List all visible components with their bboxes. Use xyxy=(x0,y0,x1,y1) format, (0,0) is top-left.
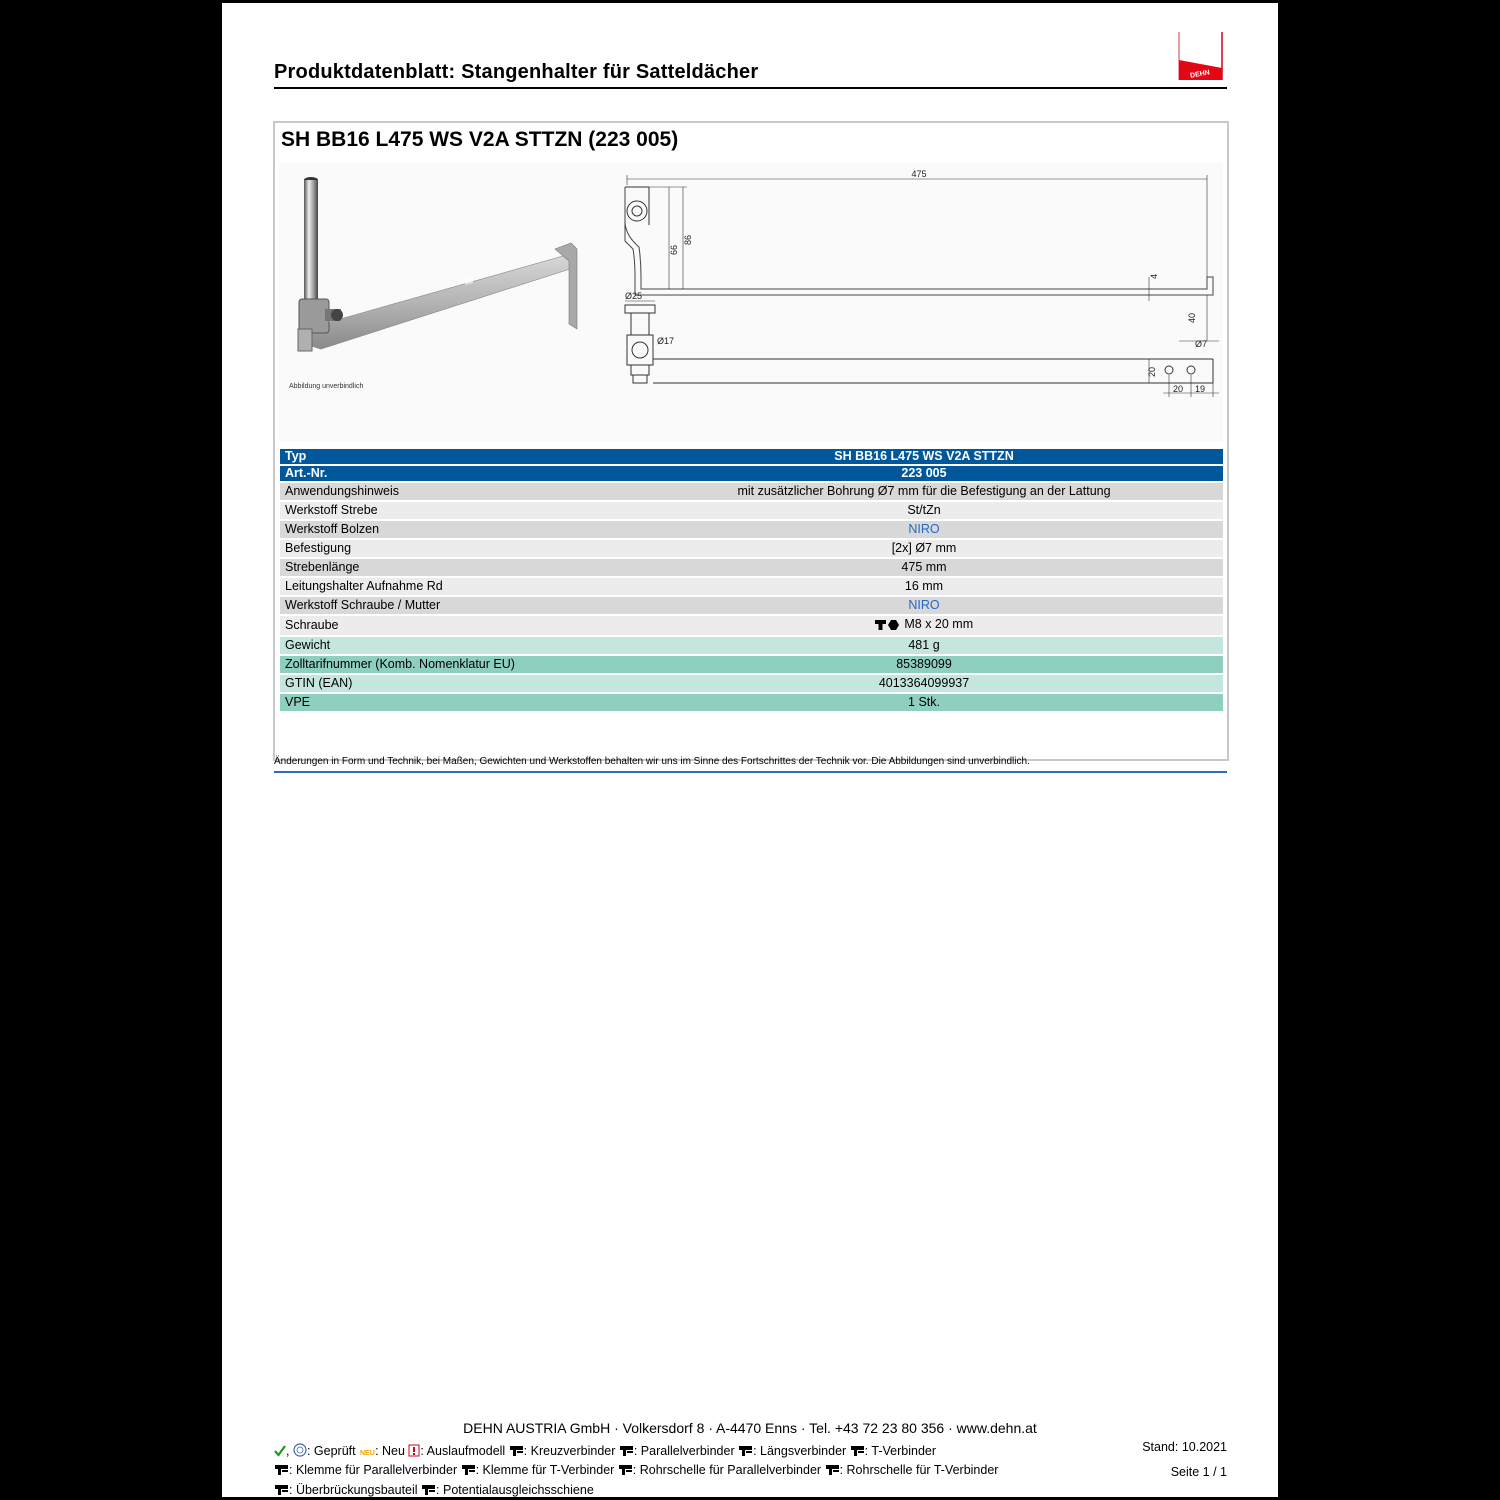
tested-seal-icon xyxy=(293,1443,307,1460)
t-connector-icon xyxy=(850,1444,865,1460)
svg-text:20: 20 xyxy=(1147,366,1157,377)
row-label: Werkstoff Schraube / Mutter xyxy=(280,597,625,614)
parallel-connector-icon xyxy=(619,1444,634,1460)
legend-label: : Klemme für Parallelverbinder xyxy=(289,1463,461,1477)
legend-label: , xyxy=(286,1444,293,1458)
bridging-component-icon xyxy=(274,1483,289,1497)
row-value-text: 4013364099937 xyxy=(878,676,970,690)
footer-stand: Stand: 10.2021 xyxy=(1142,1440,1227,1454)
row-label: Befestigung xyxy=(280,540,625,557)
table-row xyxy=(280,675,1223,692)
row-value xyxy=(625,694,1223,711)
row-value xyxy=(625,578,1223,595)
product-photo xyxy=(285,169,585,381)
product-heading: SH BB16 L475 WS V2A STTZN (223 005) xyxy=(281,128,679,151)
table-header-label: Art.-Nr. xyxy=(280,466,625,481)
disclaimer-rule xyxy=(274,771,1227,773)
row-value-text: NIRO xyxy=(908,598,940,612)
svg-text:19: 19 xyxy=(1195,384,1206,394)
longitudinal-connector-icon xyxy=(738,1444,753,1460)
table-header-value: SH BB16 L475 WS V2A STTZN xyxy=(625,449,1223,464)
legend-label: : T-Verbinder xyxy=(864,1444,937,1458)
row-label: Schraube xyxy=(280,616,625,635)
dehn-logo xyxy=(1176,30,1226,82)
legend-line-1 xyxy=(274,1443,936,1460)
cross-connector-icon xyxy=(509,1444,524,1460)
svg-text:Ø7: Ø7 xyxy=(1195,339,1208,349)
hex-nut-icon xyxy=(888,618,899,635)
svg-text:86: 86 xyxy=(683,234,693,245)
row-label: Strebenlänge xyxy=(280,559,625,576)
table-row xyxy=(280,483,1223,500)
row-value-text: 85389099 xyxy=(896,657,952,671)
row-label: Zolltarifnummer (Komb. Nomenklatur EU) xyxy=(280,656,625,673)
row-label: Gewicht xyxy=(280,637,625,654)
row-label: GTIN (EAN) xyxy=(280,675,625,692)
table-header-label: Typ xyxy=(280,449,625,464)
legend-label: : Rohrschelle für Parallelverbinder xyxy=(632,1463,825,1477)
svg-text:DEHN: DEHN xyxy=(1189,69,1211,80)
table-row xyxy=(280,616,1223,635)
row-value-text: 16 mm xyxy=(904,579,944,593)
row-label: VPE xyxy=(280,694,625,711)
footer-page-number: Seite 1 / 1 xyxy=(1170,1465,1227,1479)
disclaimer: Änderungen in Form und Technik, bei Maßen, Gewichten und Werkstoffen behalten wir uns im Sinne des Fortschrittes der Technik vor. Die Abbildungen sind unverbindlich. xyxy=(274,756,1030,767)
dimension-drawing xyxy=(619,165,1219,405)
row-value xyxy=(625,656,1223,673)
row-label: Werkstoff Bolzen xyxy=(280,521,625,538)
table-header-value: 223 005 xyxy=(625,466,1223,481)
row-value-text: NIRO xyxy=(908,522,940,536)
row-value xyxy=(625,502,1223,519)
svg-text:NEU: NEU xyxy=(360,1450,375,1457)
row-value xyxy=(625,597,1223,614)
page-title: Produktdatenblatt: Stangenhalter für Satteldächer xyxy=(274,61,759,83)
svg-text:40: 40 xyxy=(1187,312,1197,323)
row-value xyxy=(625,483,1223,500)
table-row xyxy=(280,597,1223,614)
table-row xyxy=(280,521,1223,538)
legend-label: : Überbrückungsbauteil xyxy=(289,1483,422,1497)
new-badge-icon xyxy=(359,1445,375,1460)
legend-label: : Kreuzverbinder xyxy=(523,1444,619,1458)
row-value-text: 481 g xyxy=(908,638,940,652)
row-value xyxy=(625,559,1223,576)
legend-label: : Parallelverbinder xyxy=(633,1444,739,1458)
product-box xyxy=(273,121,1229,761)
row-value-text: St/tZn xyxy=(907,503,941,517)
table-header-row xyxy=(280,466,1223,481)
svg-text:4: 4 xyxy=(1149,273,1159,279)
svg-text:66: 66 xyxy=(669,244,679,255)
parallel-clamp-icon xyxy=(274,1463,289,1479)
row-label: Anwendungshinweis xyxy=(280,483,625,500)
row-value xyxy=(625,675,1223,692)
svg-text:475: 475 xyxy=(911,169,927,179)
legend-line-2 xyxy=(274,1463,998,1479)
legend-label: : Rohrschelle für T-Verbinder xyxy=(839,1463,999,1477)
legend-label: : Geprüft xyxy=(306,1444,360,1458)
table-row xyxy=(280,656,1223,673)
pipe-clamp-parallel-icon xyxy=(618,1463,633,1479)
row-value xyxy=(625,637,1223,654)
legend-label: : Längsverbinder xyxy=(753,1444,850,1458)
row-value-text: 475 mm xyxy=(901,560,947,574)
table-header-row xyxy=(280,449,1223,464)
row-value-text: [2x] Ø7 mm xyxy=(891,541,957,555)
table-row xyxy=(280,502,1223,519)
row-label: Leitungshalter Aufnahme Rd xyxy=(280,578,625,595)
table-row xyxy=(280,637,1223,654)
row-label: Werkstoff Strebe xyxy=(280,502,625,519)
row-value xyxy=(625,521,1223,538)
photo-caption: Abbildung unverbindlich xyxy=(289,383,364,390)
image-area xyxy=(279,163,1223,441)
table-row xyxy=(280,540,1223,557)
discontinued-icon xyxy=(408,1444,420,1460)
equipotential-bar-icon xyxy=(421,1483,436,1497)
row-value-text: 1 Stk. xyxy=(908,695,940,709)
datasheet-page xyxy=(222,3,1278,1497)
spec-table xyxy=(280,447,1223,713)
legend-label: : Klemme für T-Verbinder xyxy=(475,1463,618,1477)
checkmark-icon xyxy=(274,1445,286,1460)
row-value-text: mit zusätzlicher Bohrung Ø7 mm für die Befestigung an der Lattung xyxy=(737,484,1111,498)
svg-text:20: 20 xyxy=(1173,384,1184,394)
table-row xyxy=(280,694,1223,711)
hammer-head-bolt-icon xyxy=(875,618,886,635)
table-row xyxy=(280,559,1223,576)
row-value xyxy=(625,616,1223,635)
legend-label: : Potentialausgleichsschiene xyxy=(436,1483,594,1497)
table-row xyxy=(280,578,1223,595)
row-value xyxy=(625,540,1223,557)
legend-line-3 xyxy=(274,1483,594,1497)
legend-label: : Auslaufmodell xyxy=(420,1444,509,1458)
footer-address: DEHN AUSTRIA GmbH · Volkersdorf 8 · A-4470 Enns · Tel. +43 72 23 80 356 · www.dehn.at xyxy=(463,1420,1037,1436)
title-rule xyxy=(274,87,1227,89)
legend-label: : Neu xyxy=(375,1444,409,1458)
svg-text:Ø17: Ø17 xyxy=(657,336,675,346)
svg-text:Ø25: Ø25 xyxy=(625,291,643,301)
row-value-text: M8 x 20 mm xyxy=(904,617,974,631)
t-clamp-icon xyxy=(461,1463,476,1479)
pipe-clamp-t-icon xyxy=(825,1463,840,1479)
